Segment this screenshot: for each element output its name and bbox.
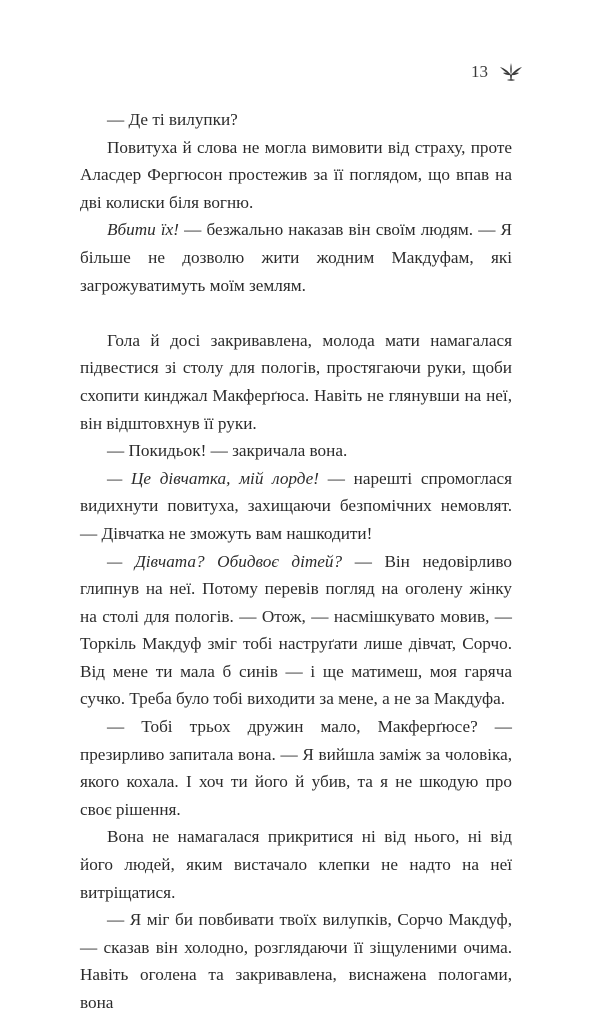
paragraph: — Дівчата? Обидвоє дітей? — Він недовірливо глипнув на неї. Потому перевів погляд на оголену жінку на столі для пологів. — Отож, — насмішкувато мовив, — Торкіль Макдуф зміг тобі наструґати лише дівчат, Сорчо. Від мене ти мала б синів — і ще матимеш, моя гаряча сучко. Треба було тобі виходити за мене, а не за Макдуфа. [80,551,513,709]
italic-speech: Вбити їх! [107,220,180,240]
page-header [471,58,524,86]
paragraph: — Це дівчатка, мій лорде! — нарешті спромоглася видихнути повитуха, захищаючи безпомічних немовлят. — Дівчатка не зможуть вам нашкодити! [80,468,512,543]
italic-speech: — Дівчата? Обидвоє дітей? [107,551,343,571]
italic-speech: — Це дівчатка, мій лорде! [107,468,320,488]
floral-ornament-icon [498,61,524,83]
paragraph: — Я міг би повбивати твоїх вилупків, Сорчо Макдуф, — сказав він холодно, розглядаючи її зіщуленими очима. Навіть оголена та закривавлена, виснажена пологами, вона [80,910,512,1012]
paragraph: — Покидьок! — закричала вона. [107,441,348,461]
paragraph: Вона не намагалася прикритися ні від нього, ні від його людей, яким вистачало клепки не надто на неї витріщатися. [80,827,512,902]
paragraph: Повитуха й слова не могла вимовити від страху, проте Аласдер Фергюсон простежив за її поглядом, що впав на дві колиски біля вогню. [80,137,512,212]
body-text [80,106,512,1017]
paragraph: Гола й досі закривавлена, молода мати намагалася підвестися зі столу для пологів, простягаючи руки, щоби схопити кинджал Макферґюса. Навіть не глянувши на неї, він відштовхнув її руки. [80,330,512,433]
paragraph: — Де ті вилупки? [107,110,238,129]
page-number: 13 [471,62,488,81]
paragraph: Вбити їх! — безжально наказав він своїм людям. — Я більше не дозволю жити жодним Макдуфам, які загрожуватимуть моїм землям. [80,220,513,295]
paragraph: — Тобі трьох дружин мало, Макферґюсе? — презирливо запитала вона. — Я вийшла заміж за чоловіка, якого кохала. І хоч ти його й убив, та я не шкодую про своє рішення. [80,717,512,819]
